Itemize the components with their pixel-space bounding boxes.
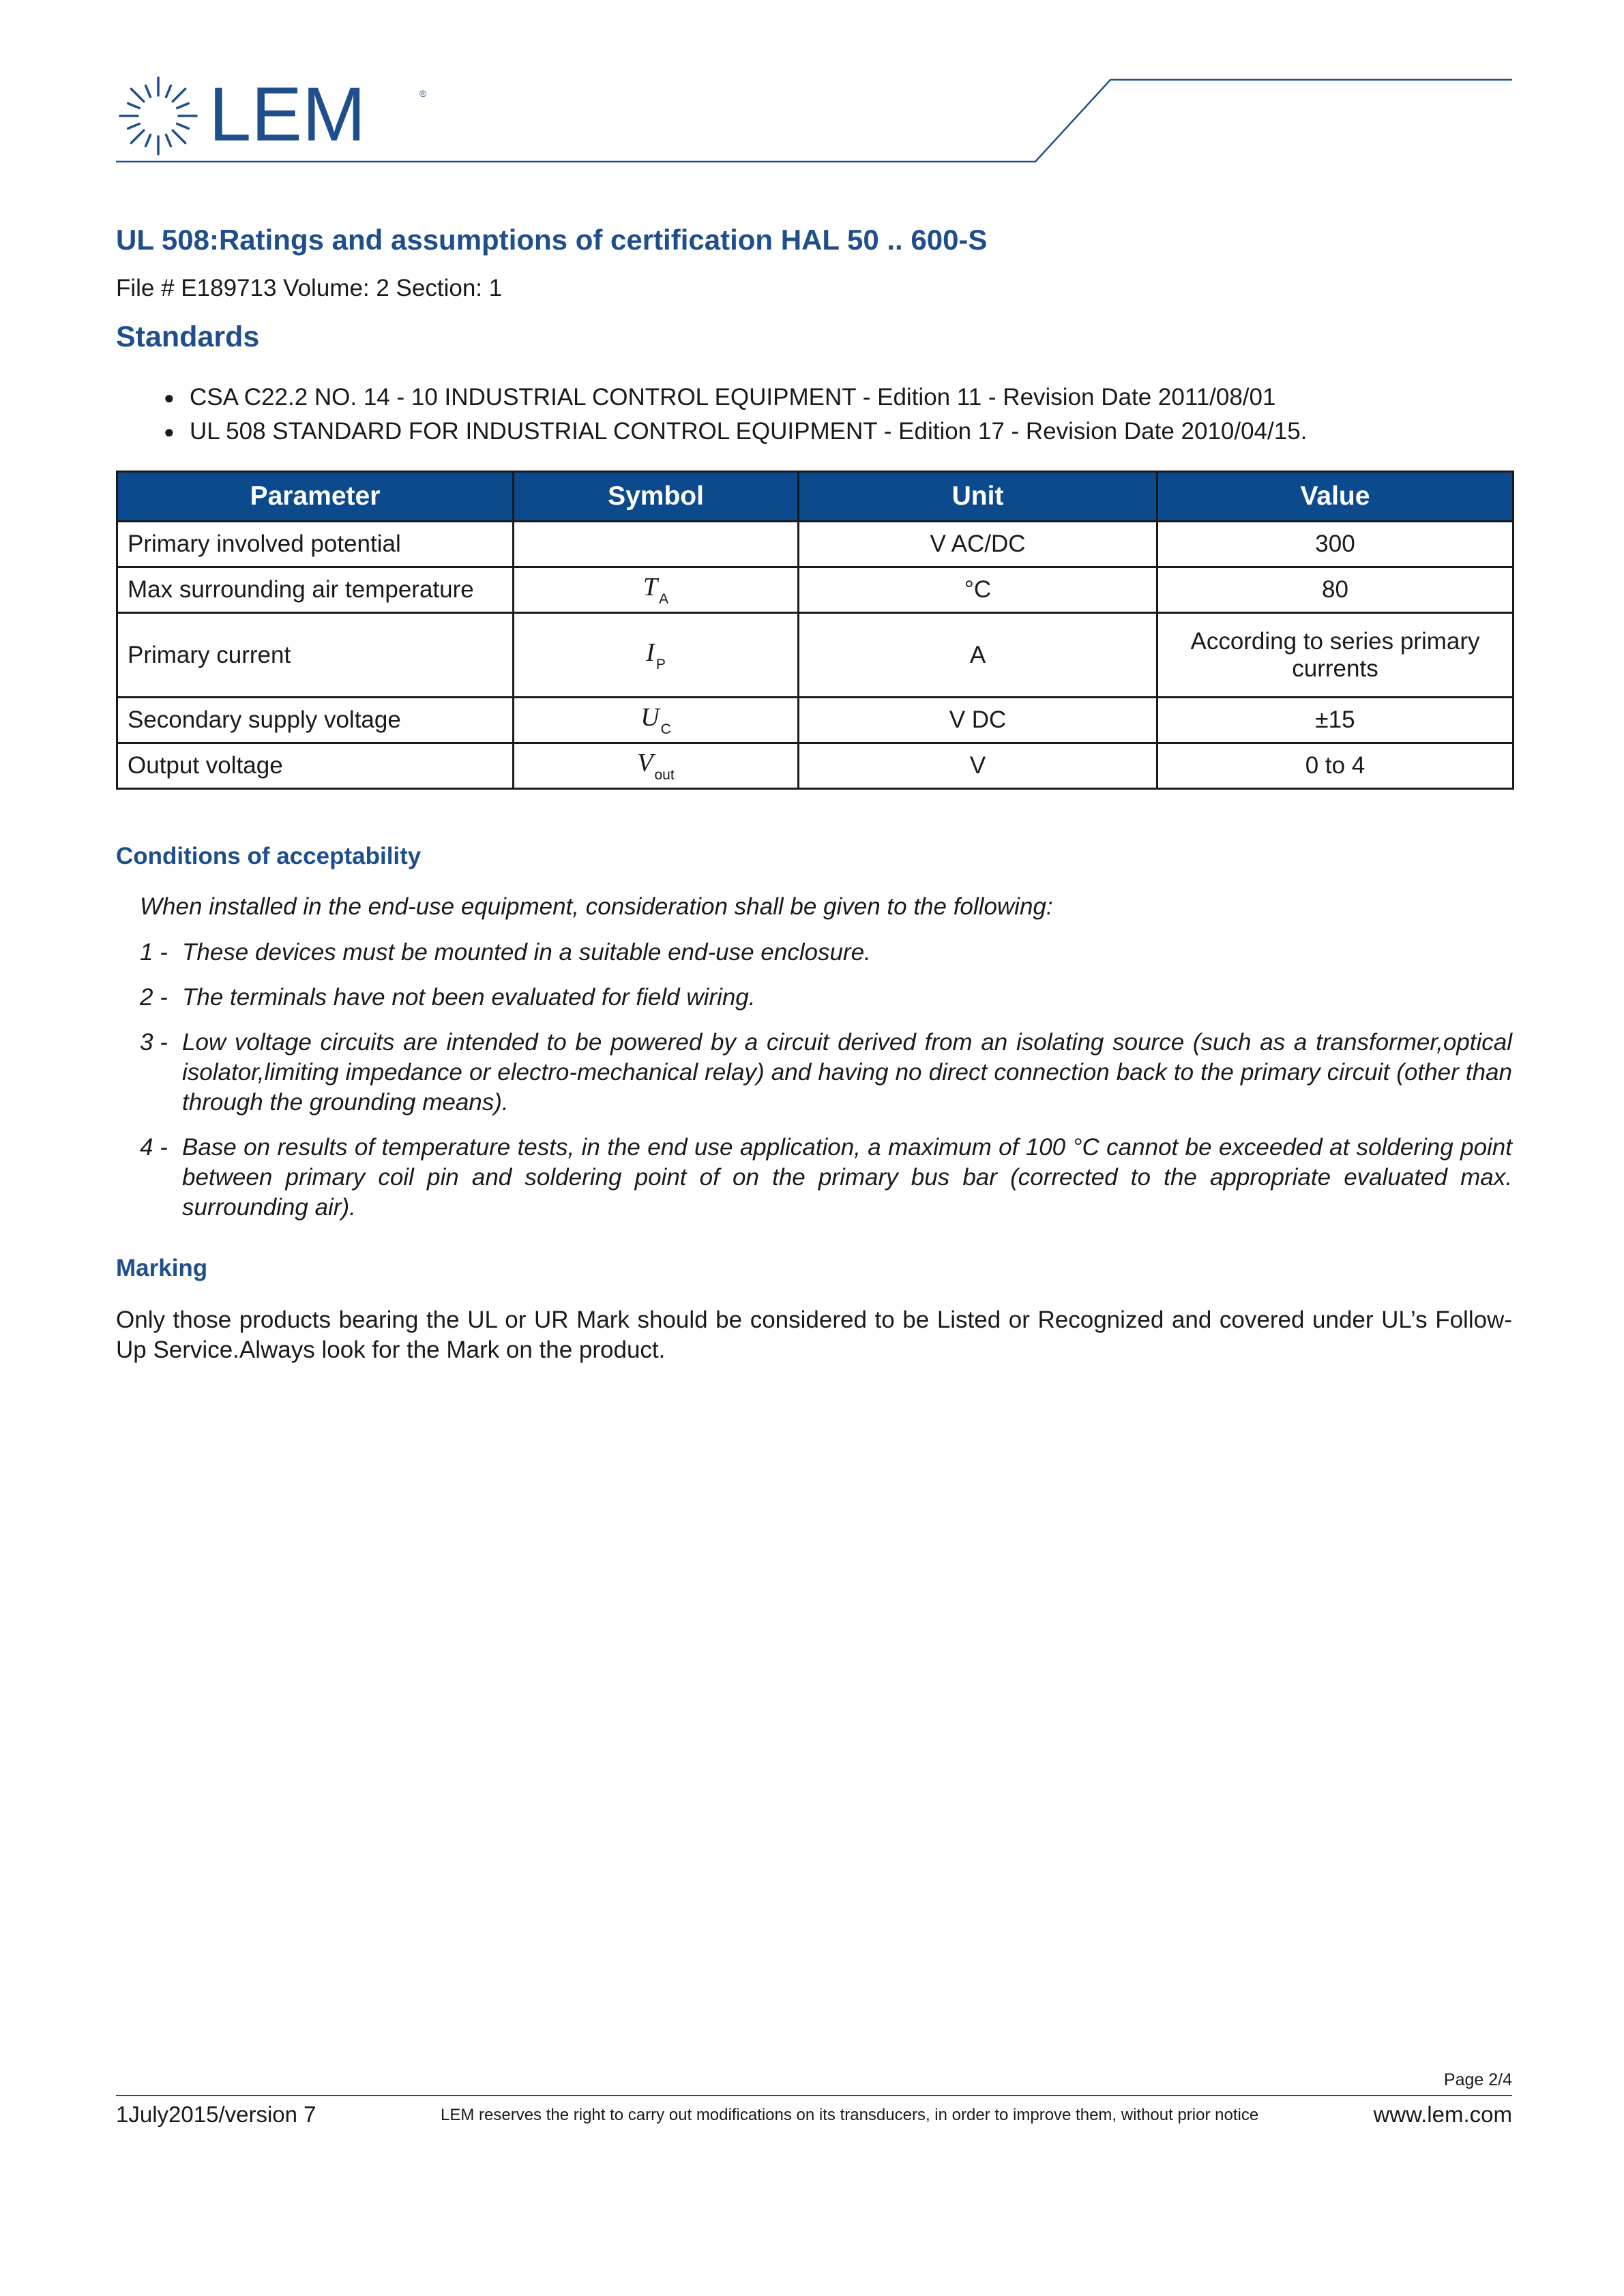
conditions-intro: When installed in the end-use equipment, consideration shall be given to the following: (140, 893, 1053, 920)
standards-heading: Standards (116, 320, 260, 353)
unit-cell: A (799, 613, 1157, 698)
list-item (164, 381, 1307, 415)
parameter-cell: Primary involved potential (117, 522, 514, 567)
value-cell: 300 (1157, 522, 1514, 567)
condition-number: 3 - (140, 1029, 168, 1056)
unit-cell: V DC (799, 698, 1157, 743)
unit-cell: V AC/DC (799, 522, 1157, 567)
condition-text: Base on results of temperature tests, in the end use application, a maximum of 100 °C cannot be exceeded at soldering point between primary coil pin and soldering point of on the primary bus bar (corrected to the appropriate evaluated max. surrounding air). (182, 1134, 1512, 1221)
column-header-unit: Unit (799, 472, 1157, 522)
symbol-letter: U (640, 703, 660, 732)
lem-logo (116, 74, 437, 158)
parameter-cell: Secondary supply voltage (117, 698, 514, 743)
list-item (164, 415, 1307, 449)
ratings-table (116, 471, 1514, 790)
logo-registered-mark: ® (419, 88, 427, 99)
unit-cell: °C (799, 567, 1157, 613)
standard-text: UL 508 STANDARD FOR INDUSTRIAL CONTROL EQUIPMENT - Edition 17 - Revision Date 2010/04/15. (190, 418, 1308, 445)
symbol-letter: T (643, 573, 658, 601)
footer-version: 1July2015/version 7 (116, 2102, 316, 2127)
condition-number: 2 - (140, 984, 168, 1011)
condition-text: Low voltage circuits are intended to be powered by a circuit derived from an isolating source (such as a transformer,optical isolator,limiting impedance or electro-mechanical relay) and having no direct connection back to the primary circuit (other than through the grounding means). (182, 1029, 1512, 1116)
condition-item (140, 1028, 1512, 1118)
column-header-parameter: Parameter (117, 472, 514, 522)
table-row (117, 698, 1514, 743)
condition-item (140, 1133, 1512, 1223)
bullet-icon: ● (164, 387, 175, 408)
value-cell: 80 (1157, 567, 1514, 613)
condition-item (140, 938, 1512, 968)
footer-url[interactable]: www.lem.com (1373, 2102, 1512, 2127)
symbol-letter: I (646, 638, 655, 667)
page-number: Page 2/4 (1443, 2070, 1512, 2089)
symbol-cell (514, 698, 799, 743)
file-reference: File # E189713 Volume: 2 Section: 1 (116, 275, 503, 301)
condition-text: These devices must be mounted in a suitable end-use enclosure. (182, 939, 871, 966)
unit-cell: V (799, 743, 1157, 789)
conditions-heading: Conditions of acceptability (116, 843, 422, 869)
footer-notice: LEM reserves the right to carry out modifications on its transducers, in order to improve them, without prior notice (441, 2106, 1259, 2124)
column-header-value: Value (1157, 472, 1514, 522)
standards-list (164, 381, 1307, 449)
symbol-cell (514, 567, 799, 613)
marking-text: Only those products bearing the UL or UR Mark should be considered to be Listed or Recognized and covered under UL’s Follow-Up Service.Always look for the Mark on the product. (116, 1307, 1512, 1363)
table-row (117, 743, 1514, 789)
symbol-letter: V (637, 749, 653, 777)
parameter-cell: Max surrounding air temperature (117, 567, 514, 613)
symbol-cell (514, 522, 799, 567)
condition-item (140, 983, 1512, 1013)
value-cell: 0 to 4 (1157, 743, 1514, 789)
symbol-cell (514, 613, 799, 698)
symbol-subscript: C (660, 721, 671, 737)
symbol-subscript: out (654, 767, 675, 783)
symbol-subscript: P (655, 656, 666, 672)
parameter-cell: Primary current (117, 613, 514, 698)
page-title: UL 508:Ratings and assumptions of certification HAL 50 .. 600-S (116, 224, 988, 256)
table-row (117, 567, 1514, 613)
table-header-row (117, 472, 1514, 522)
bullet-icon: ● (164, 421, 175, 442)
column-header-symbol: Symbol (514, 472, 799, 522)
condition-text: The terminals have not been evaluated for field wiring. (182, 984, 756, 1011)
value-cell: According to series primary currents (1157, 613, 1514, 698)
logo-text: LEM (209, 74, 366, 157)
value-cell: ±15 (1157, 698, 1514, 743)
table-row (117, 522, 1514, 567)
symbol-cell (514, 743, 799, 789)
marking-heading: Marking (116, 1255, 208, 1281)
table-row (117, 613, 1514, 698)
condition-number: 1 - (140, 939, 168, 966)
symbol-subscript: A (659, 591, 669, 607)
condition-number: 4 - (140, 1134, 168, 1161)
parameter-cell: Output voltage (117, 743, 514, 789)
standard-text: CSA C22.2 NO. 14 - 10 INDUSTRIAL CONTROL EQUIPMENT - Edition 11 - Revision Date 2011/08/01 (190, 384, 1276, 411)
sunburst-icon (120, 78, 196, 154)
footer-rule (116, 2095, 1512, 2096)
